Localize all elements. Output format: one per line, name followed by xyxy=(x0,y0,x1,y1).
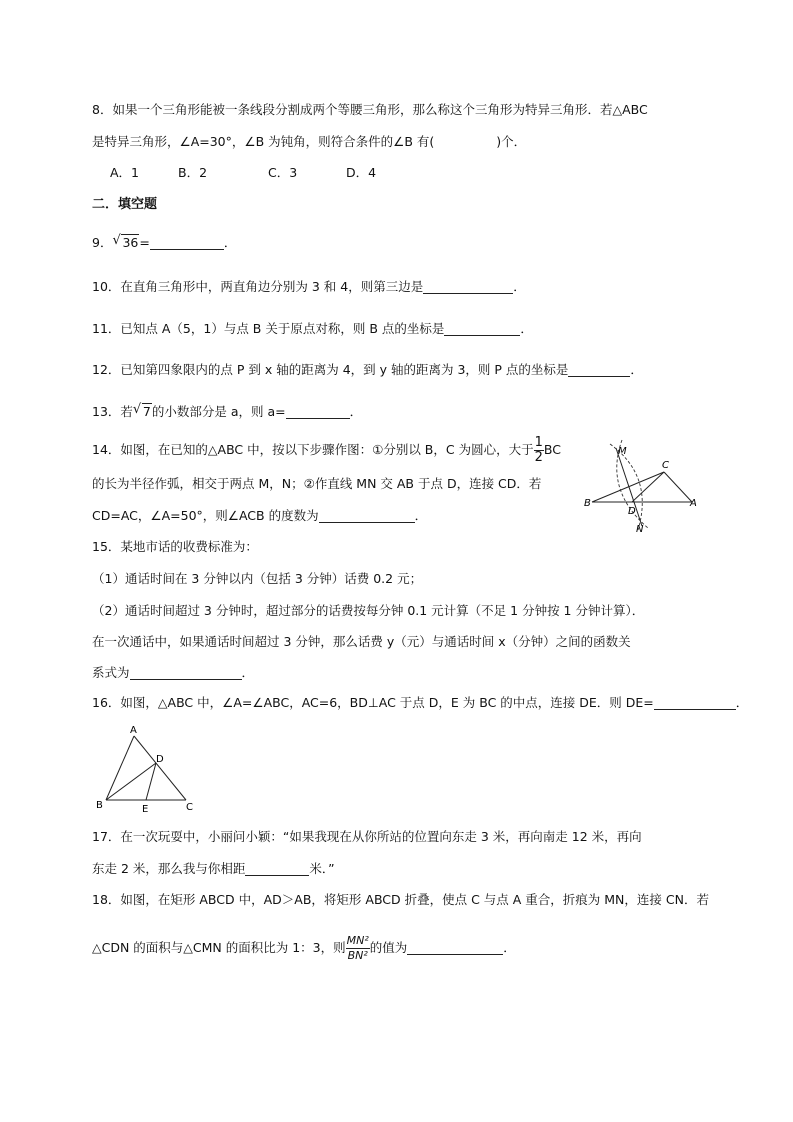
q15-line5 xyxy=(92,664,254,682)
q15-line3: （2）通话时间超过 3 分钟时，超过部分的话费按每分钟 0.1 元计算（不足 1 分钟按 1 分钟计算）． xyxy=(92,603,645,618)
q17-answer-blank[interactable] xyxy=(245,861,309,876)
q10-text: 10．在直角三角形中，两直角边分别为 3 和 4，则第三边是 xyxy=(92,279,424,294)
q14-fraction xyxy=(534,436,544,465)
q13-number: 13．若 xyxy=(92,404,133,419)
q15-line2: （1）通话时间在 3 分钟以内（包括 3 分钟）话费 0.2 元； xyxy=(92,571,423,586)
q8-stem-end: )个． xyxy=(496,134,527,149)
q15-line1: 15．某地市话的收费标准为： xyxy=(92,539,258,554)
q15-text-5: 系式为 xyxy=(92,665,130,680)
q14-label-b: B xyxy=(584,498,591,509)
q13-text: 的小数部分是 a，则 a= xyxy=(151,404,286,419)
q18-frac-den: BN² xyxy=(347,949,368,962)
q17-text-2: 东走 2 米，那么我与你相距 xyxy=(92,861,246,876)
q17-line1: 17．在一次玩耍中，小丽问小颖：“如果我现在从你所站的位置向东走 3 米，再向南走 12 米，再向 xyxy=(92,829,642,844)
q9-answer-blank[interactable] xyxy=(150,235,224,250)
q13-radicand: 7 xyxy=(142,404,151,419)
q14-line3 xyxy=(92,507,427,525)
q17-end: 米．” xyxy=(309,861,335,876)
q14-text-3: CD=AC，∠A=50°，则∠ACB 的度数为 xyxy=(92,508,319,523)
q14-answer-blank[interactable] xyxy=(319,508,415,523)
q12-text: 12．已知第四象限内的点 P 到 x 轴的距离为 4，到 y 轴的距离为 3，则 P 点的坐标是 xyxy=(92,362,569,377)
q16-text: 16．如图，△ABC 中，∠A=∠ABC，AC=6，BD⊥AC 于点 D，E 为 BC 的中点，连接 DE．则 DE= xyxy=(92,695,654,710)
q14-label-a: A xyxy=(690,498,697,509)
q14-side-ca xyxy=(664,472,692,502)
q13-sqrt: √ 7 xyxy=(132,402,151,419)
q17-line2 xyxy=(92,860,335,878)
q16-label-c: C xyxy=(186,802,193,813)
q11-answer-blank[interactable] xyxy=(444,321,520,336)
q9-end: ． xyxy=(223,235,237,250)
q14-side-bc xyxy=(592,472,664,502)
q14-end: ． xyxy=(414,508,428,523)
section-title: 二．填空题 xyxy=(92,197,158,212)
q16-label-a: A xyxy=(130,725,137,736)
q13-answer-blank[interactable] xyxy=(286,404,350,419)
q9-eq: = xyxy=(139,235,150,250)
q14-frac-den: 2 xyxy=(534,450,543,465)
q16-segment-de xyxy=(146,763,156,800)
q18-frac-num: MN² xyxy=(346,934,369,947)
q9-sqrt: √ 36 xyxy=(112,233,139,250)
q11-end: ． xyxy=(520,321,533,336)
q14-label-c: C xyxy=(662,460,669,471)
q18-text-2: △CDN 的面积与△CMN 的面积比为 1：3，则 xyxy=(92,940,346,955)
q16 xyxy=(92,694,748,712)
q14-text-bc: BC xyxy=(543,442,561,457)
q9-radicand: 36 xyxy=(122,235,139,250)
q16-label-e: E xyxy=(142,804,149,815)
q11-text: 11．已知点 A（5，1）与点 B 关于原点对称，则 B 点的坐标是 xyxy=(92,321,445,336)
q9-number: 9． xyxy=(92,235,113,250)
q18-end: ． xyxy=(503,940,516,955)
q10-end: ． xyxy=(513,279,526,294)
q16-side-ab xyxy=(106,736,134,800)
q16-side-ac xyxy=(134,736,186,800)
q12-end: ． xyxy=(630,362,643,377)
q18-answer-blank[interactable] xyxy=(407,940,503,955)
q8-option-b: B．2 xyxy=(178,165,208,180)
q13-end: ． xyxy=(349,404,363,419)
q14-figure xyxy=(582,430,702,534)
q14-line2: 的长为半径作弧，相交于两点 M，N；②作直线 MN 交 AB 于点 D，连接 CD．若 xyxy=(92,476,542,491)
q8-line1: 8．如果一个三角形能被一条线段分割成两个等腰三角形，那么称这个三角形为特异三角形．若△ABC xyxy=(92,102,648,117)
q16-answer-blank[interactable] xyxy=(654,695,736,710)
q18-line1: 18．如图，在矩形 ABCD 中，AD＞AB，将矩形 ABCD 折叠，使点 C 与点 A 重合，折痕为 MN，连接 CN．若 xyxy=(92,892,709,907)
q18-line2 xyxy=(92,934,516,963)
q14-text-1: 14．如图，在已知的△ABC 中，按以下步骤作图：①分别以 B，C 为圆心，大于 xyxy=(92,442,534,457)
q14-label-m: M xyxy=(618,446,627,457)
q16-end: ． xyxy=(735,695,749,710)
q15-answer-blank[interactable] xyxy=(130,665,242,680)
q16-segment-bd xyxy=(106,763,156,800)
q8-stem: 是特异三角形，∠A=30°，∠B 为钝角，则符合条件的∠B 有( xyxy=(92,134,435,149)
q9 xyxy=(92,234,236,252)
q15-end: ． xyxy=(241,665,255,680)
q18-fraction xyxy=(346,934,370,963)
q12 xyxy=(92,361,643,379)
q13 xyxy=(92,403,362,421)
q11 xyxy=(92,320,533,338)
q8-option-a: A．1 xyxy=(110,165,140,180)
q16-figure xyxy=(92,722,208,816)
q14-label-n: N xyxy=(636,524,644,534)
q10 xyxy=(92,278,526,296)
q14-label-d: D xyxy=(628,506,636,517)
q8-option-c: C．3 xyxy=(268,165,298,180)
q16-label-b: B xyxy=(96,800,103,811)
q12-answer-blank[interactable] xyxy=(568,362,630,377)
q10-answer-blank[interactable] xyxy=(423,279,513,294)
q18-text-value: 的值为 xyxy=(369,940,408,955)
q8-option-d: D．4 xyxy=(346,165,377,180)
q8-line2 xyxy=(92,133,526,151)
q15-line4: 在一次通话中，如果通话时间超过 3 分钟，那么话费 y（元）与通话时间 x（分钟）之间的函数关 xyxy=(92,634,631,649)
q16-label-d: D xyxy=(156,754,164,765)
q14-frac-num: 1 xyxy=(534,435,543,450)
q14-line1 xyxy=(92,436,561,465)
